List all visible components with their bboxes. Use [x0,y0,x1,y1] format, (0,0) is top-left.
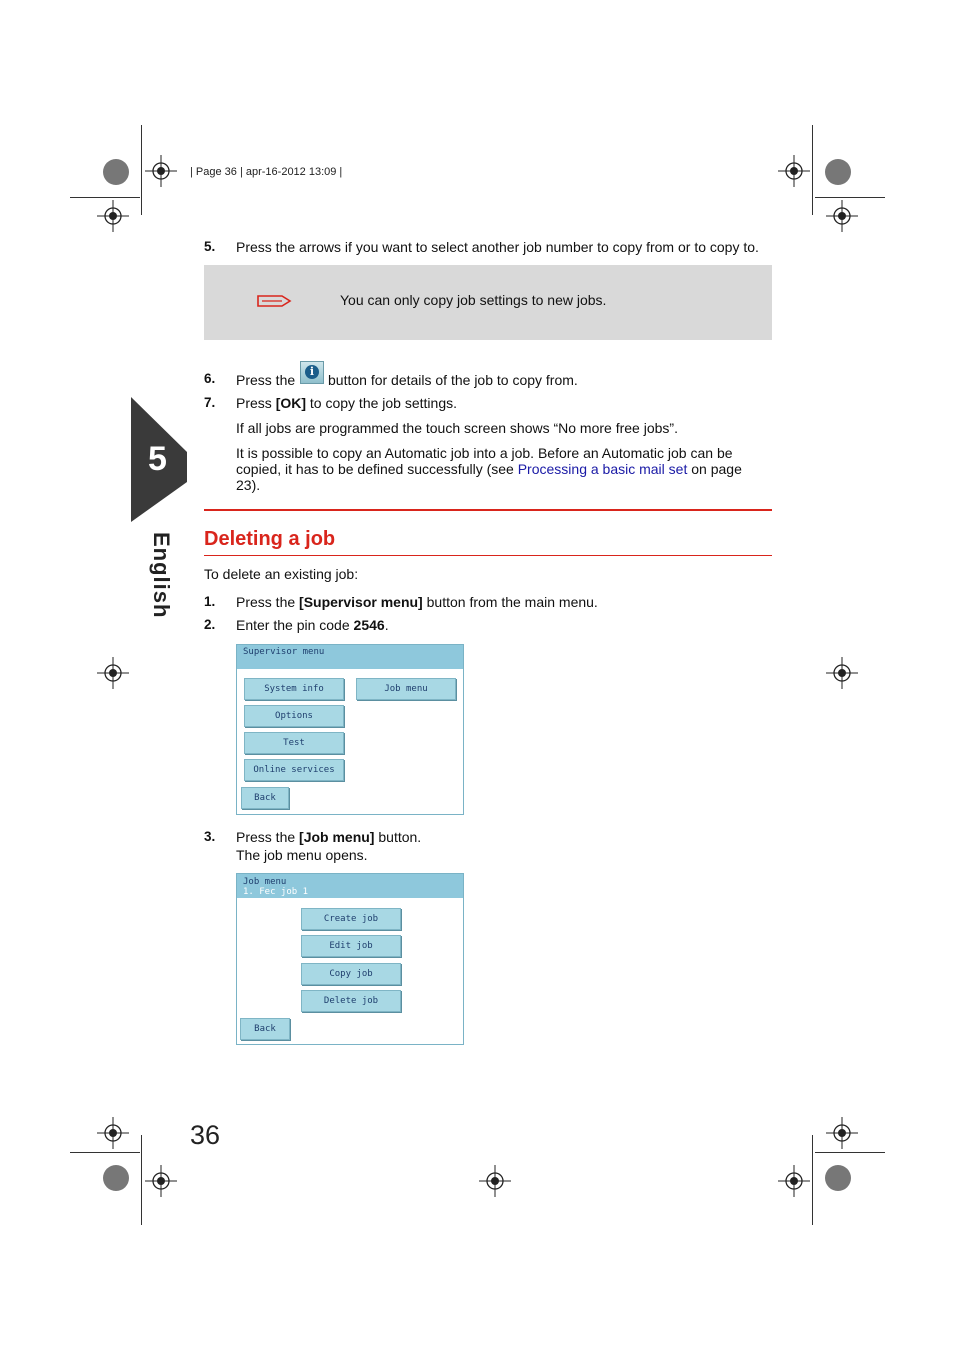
info-button[interactable] [300,361,324,384]
crop-line [141,1135,142,1225]
registration-mark-icon [145,155,177,187]
registration-mark-icon [97,657,129,689]
step-number: 3. [204,829,216,844]
step-text: Press the [236,372,296,388]
screen-subtitle: 1. Fec job 1 [243,887,309,897]
section-title: Deleting a job [204,528,336,550]
delete-job-button[interactable]: Delete job [301,990,401,1012]
back-button[interactable]: Back [241,787,289,809]
text-fragment: Enter the pin code [236,617,354,633]
step-text [236,617,389,633]
crop-line [70,1152,140,1153]
text-fragment: . [384,617,389,633]
text-fragment: on page [687,461,742,477]
pencil-note-icon [256,293,292,309]
text-fragment: button from the main menu. [422,594,598,610]
step-text [236,395,457,411]
system-info-button[interactable]: System info [244,678,344,700]
step-number: 6. [204,371,216,386]
online-services-button[interactable]: Online services [244,759,344,781]
step-number: 1. [204,594,216,609]
step-text: The job menu opens. [236,847,368,863]
registration-mark-icon [97,200,129,232]
crop-line [815,197,885,198]
registration-dot [103,1165,129,1191]
paragraph-line: 23). [236,477,261,493]
paragraph-line: It is possible to copy an Automatic job into a job. Before an Automatic job can be [236,445,733,461]
registration-dot [103,159,129,185]
step-text [236,829,421,845]
screen-title [237,874,463,898]
job-menu-screen [236,873,464,1045]
test-button[interactable]: Test [244,732,344,754]
registration-mark-icon [826,1117,858,1149]
paragraph-line [236,461,776,477]
text-fragment: Press [236,395,276,411]
text-fragment: to copy the job settings. [306,395,457,411]
section-rule [204,555,772,556]
cross-reference-link[interactable]: Processing a basic mail set [517,461,688,477]
registration-mark-icon [826,657,858,689]
section-intro: To delete an existing job: [204,566,359,582]
page-header: | Page 36 | apr-16-2012 13:09 | [190,166,343,178]
supervisor-menu-screen [236,644,464,815]
crop-line [812,1135,813,1225]
crop-line [141,125,142,215]
crop-line [812,125,813,215]
step-text: button for details of the job to copy from. [328,372,578,388]
bold-text: [OK] [275,395,307,411]
create-job-button[interactable]: Create job [301,908,401,930]
step-number: 7. [204,395,216,410]
text-fragment: Press the [236,829,300,845]
registration-mark-icon [778,155,810,187]
step-text [236,594,598,610]
step-text: Press the arrows if you want to select another job number to copy from or to copy to. [236,239,759,255]
job-menu-button[interactable]: Job menu [356,678,456,700]
info-icon: i [305,365,319,379]
section-rule [204,509,772,511]
text-fragment: copied, it has to be defined successfully (see [236,461,518,477]
edit-job-button[interactable]: Edit job [301,935,401,957]
copy-job-button[interactable]: Copy job [301,963,401,985]
screen-title-line: Job menu [243,877,287,887]
registration-dot [825,1165,851,1191]
bold-text: 2546 [353,617,385,633]
registration-mark-icon [826,200,858,232]
crop-line [815,1152,885,1153]
bold-text: [Supervisor menu] [299,594,423,610]
back-button[interactable]: Back [240,1018,290,1040]
bold-text: [Job menu] [299,829,375,845]
screen-title: Supervisor menu [237,645,463,669]
paragraph [236,445,776,493]
registration-mark-icon [145,1165,177,1197]
options-button[interactable]: Options [244,705,344,727]
step-number: 5. [204,239,216,254]
registration-mark-icon [778,1165,810,1197]
registration-dot [825,159,851,185]
chapter-number: 5 [148,440,167,478]
paragraph: If all jobs are programmed the touch screen shows “No more free jobs”. [236,420,678,436]
note-text: You can only copy job settings to new jobs. [340,292,607,308]
registration-mark-icon [479,1165,511,1197]
page-number: 36 [190,1120,221,1150]
text-fragment: Press the [236,594,300,610]
text-fragment: button. [374,829,422,845]
registration-mark-icon [97,1117,129,1149]
step-number: 2. [204,617,216,632]
language-label: English [149,532,174,619]
crop-line [70,197,140,198]
